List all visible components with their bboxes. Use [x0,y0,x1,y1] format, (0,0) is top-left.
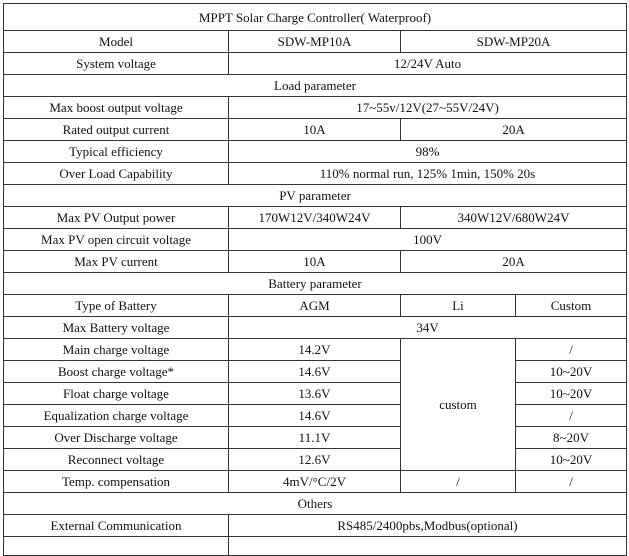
agm-value: 13.6V [229,383,401,405]
row-label: Typical efficiency [4,141,229,163]
empty-cell [4,537,229,556]
section-pv-row [4,185,627,207]
row-value-a: 10A [229,119,401,141]
main-charge-row [4,339,627,361]
pv-open-circuit-row [4,229,627,251]
row-label: Boost charge voltage* [4,361,229,383]
boost-charge-row [4,361,627,383]
custom-value: / [516,405,627,427]
custom-value: 10~20V [516,383,627,405]
over-load-row [4,163,627,185]
li-merged-value: custom [401,339,516,471]
row-value: 34V [229,317,627,339]
section-pv-header: PV parameter [4,185,627,207]
external-comm-row [4,515,627,537]
row-value: 110% normal run, 125% 1min, 150% 20s [229,163,627,185]
agm-value: 11.1V [229,427,401,449]
section-others-row [4,493,627,515]
row-value-a: 170W12V/340W24V [229,207,401,229]
row-label: System voltage [4,53,229,75]
row-label: Max boost output voltage [4,97,229,119]
custom-value: / [516,339,627,361]
battery-type-row [4,295,627,317]
row-label: Reconnect voltage [4,449,229,471]
pv-current-row [4,251,627,273]
model-label: Model [4,31,229,53]
truncated-row [4,537,627,556]
row-value-b: 20A [401,119,627,141]
custom-value: / [516,471,627,493]
section-load-row [4,75,627,97]
custom-value: 8~20V [516,427,627,449]
row-label: Max PV current [4,251,229,273]
row-label: Main charge voltage [4,339,229,361]
temp-compensation-row [4,471,627,493]
li-value: / [401,471,516,493]
section-others-header: Others [4,493,627,515]
reconnect-row [4,449,627,471]
row-label: External Communication [4,515,229,537]
efficiency-row [4,141,627,163]
row-label: Max PV Output power [4,207,229,229]
table-title: MPPT Solar Charge Controller( Waterproof) [4,4,627,31]
custom-value: 10~20V [516,361,627,383]
max-battery-voltage-row [4,317,627,339]
agm-value: 4mV/°C/2V [229,471,401,493]
section-load-header: Load parameter [4,75,627,97]
row-label: Type of Battery [4,295,229,317]
row-label: Float charge voltage [4,383,229,405]
equalization-charge-row [4,405,627,427]
battery-type-agm: AGM [229,295,401,317]
row-label: Over Load Capability [4,163,229,185]
row-value: 98% [229,141,627,163]
row-value: 17~55v/12V(27~55V/24V) [229,97,627,119]
pv-power-row [4,207,627,229]
agm-value: 14.6V [229,361,401,383]
row-value: 100V [229,229,627,251]
row-label: Rated output current [4,119,229,141]
model-b: SDW-MP20A [401,31,627,53]
row-label: Temp. compensation [4,471,229,493]
row-label: Over Discharge voltage [4,427,229,449]
custom-value: 10~20V [516,449,627,471]
rated-current-row [4,119,627,141]
empty-cell [229,537,627,556]
row-value-b: 20A [401,251,627,273]
row-value-b: 340W12V/680W24V [401,207,627,229]
row-value: RS485/2400pbs,Modbus(optional) [229,515,627,537]
system-voltage-row [4,53,627,75]
model-a: SDW-MP10A [229,31,401,53]
row-value: 12/24V Auto [229,53,627,75]
over-discharge-row [4,427,627,449]
row-value-a: 10A [229,251,401,273]
float-charge-row [4,383,627,405]
agm-value: 14.6V [229,405,401,427]
spec-table [3,3,627,556]
battery-type-li: Li [401,295,516,317]
row-label: Max PV open circuit voltage [4,229,229,251]
section-battery-row [4,273,627,295]
title-row [4,4,627,31]
row-label: Equalization charge voltage [4,405,229,427]
row-label: Max Battery voltage [4,317,229,339]
model-row [4,31,627,53]
section-battery-header: Battery parameter [4,273,627,295]
battery-type-custom: Custom [516,295,627,317]
agm-value: 14.2V [229,339,401,361]
agm-value: 12.6V [229,449,401,471]
max-boost-row [4,97,627,119]
